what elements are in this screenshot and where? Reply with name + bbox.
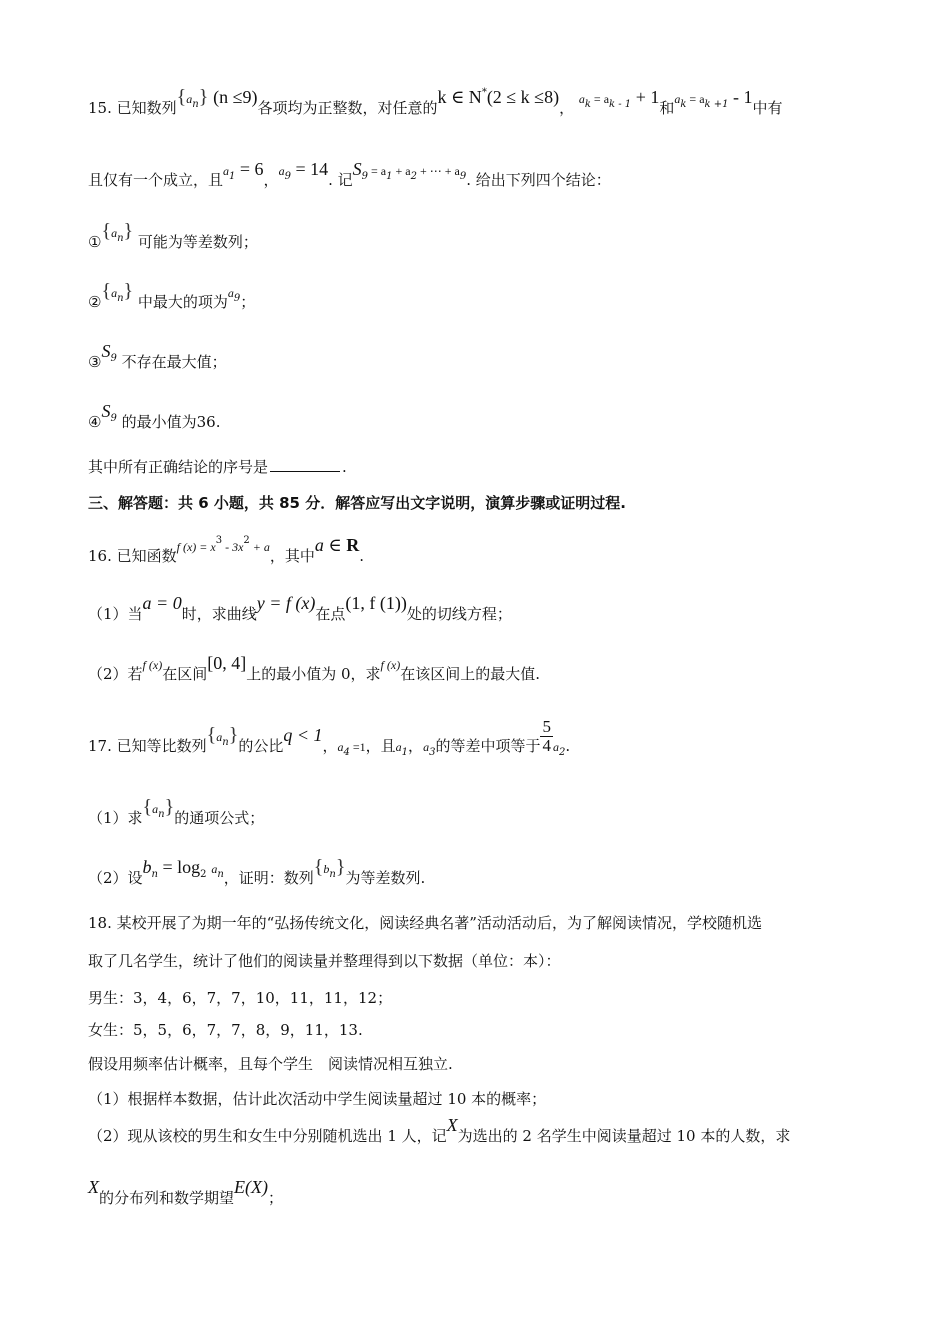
q15-line-2: 且仅有一个成立，且$a_1 = 6$，$a_9 = 14$. 记$S_9 = a_1 + a_2$ + ⋯ + $a_9$. 给出下列四个结论： <box>88 159 611 189</box>
q18-part-2-cont: X的分布列和数学期望E(X)； <box>88 1177 284 1207</box>
q15-k-condition: k ∈ N*(2 ≤ k ≤8) <box>437 87 560 107</box>
q18-part-2: （2）现从该校的男生和女生中分别随机选出 1 人，记X为选出的 2 名学生中阅读量超过 10 本的人数，求 <box>88 1115 791 1145</box>
q15-relation-2: $a_k = a_{k +1} - 1$ <box>674 87 753 110</box>
q15-only-one: 中有 <box>752 99 783 117</box>
q15-comma: ， <box>559 99 575 117</box>
q17-stem: 17. 已知等比数列$\{a_n\}$的公比q < 1，$a_4 =1$，且$a_1$，$a_3$的等差中项等于 $\frac{5}{4}$ $a_2$. <box>88 716 571 758</box>
q15-s9-definition: $S_9 = a_1 + a_2$ + ⋯ + $a_9$ <box>352 159 467 182</box>
q15-ji: . 记 <box>328 171 353 189</box>
section-3-heading: 三、解答题：共 6 小题，共 85 分．解答应写出文字说明，演算步骤或证明过程. <box>88 494 626 512</box>
five-fourths-fraction: $\frac{5}{4}$ <box>542 716 551 755</box>
q17-part-2: （2）设$b_n = \log_2 a_n$，证明：数列$\{b_n\}$为等差数列. <box>88 856 426 887</box>
expectation-ex: E(X) <box>234 1177 268 1197</box>
q16-part-2: （2）若$^{f (x)}$在区间[0, 4]上的最小值为 0，求$^{f (x)}$在该区间上的最大值. <box>88 653 540 683</box>
q15-a1-equals: $a_1 = 6$ <box>223 159 264 182</box>
q18-boys-data: 男生：3，4，6，7，7，10，11，11，12； <box>88 989 393 1007</box>
q16-part-1: （1）当a = 0时，求曲线y = f (x)在点(1, f (1))处的切线方程； <box>88 593 512 623</box>
q15-conclusion-4: $④S_9$ 的最小值为36. <box>88 401 221 431</box>
q15-a9-equals: $a_9 = 14$ <box>278 159 329 182</box>
answer-blank[interactable] <box>270 457 340 472</box>
q15-and: 和 <box>659 99 675 117</box>
q15-number: 15. <box>88 99 117 117</box>
q18-line-1: 18. 某校开展了为期一年的“弘扬传统文化，阅读经典名著”活动活动后，为了解阅读情况，学校随机选 <box>88 914 762 932</box>
q18-assumption: 假设用频率估计概率，且每个学生 阅读情况相互独立. <box>88 1055 453 1073</box>
q15-c2-seq: $\{a_n\}$ <box>101 280 134 304</box>
q15-line2-text: 且仅有一个成立，且 <box>88 171 224 189</box>
q15-conclusion-1: $①\{a_n\}$ 可能为等差数列； <box>88 220 258 251</box>
q15-each-text: 各项均为正整数，对任意的 <box>257 99 438 117</box>
q18-part-1: （1）根据样本数据，估计此次活动中学生阅读量超过 10 本的概率； <box>88 1090 547 1108</box>
q16-stem: 16. 已知函数f $(x) = x^3 - 3x^2 + a$，其中a ∈ R. <box>88 535 365 565</box>
q15-conclusion-3: $③S_9$ 不存在最大值； <box>88 341 227 371</box>
q15-answer-prompt: 其中所有正确结论的序号是 . <box>88 458 347 476</box>
q16-function-def: f $(x) = x^3 - 3x^2 + a$ <box>176 535 270 554</box>
q15-line-1 <box>88 86 862 126</box>
q18-girls-data: 女生：5，5，6，7，7，8，9，11，13. <box>88 1021 363 1039</box>
q15-conclusion-2: $②\{a_n\}$ 中最大的项为$a_9$； <box>88 280 256 311</box>
q17-part-1: （1）求$\{a_n\}$的通项公式； <box>88 796 265 827</box>
q15-relation-1: $a_k = a_{k - 1} + 1$ <box>578 87 660 110</box>
q15-intro: 已知数列 <box>116 99 177 117</box>
q15-given-text: . 给出下列四个结论： <box>466 171 611 189</box>
q18-line-2: 取了几名学生，统计了他们的阅读量并整理得到以下数据（单位：本）： <box>88 952 561 970</box>
q15-c1-seq: $\{a_n\}$ <box>101 220 134 244</box>
q15-seq-an: $\{a_n\}$ (n ≤9) <box>176 86 258 110</box>
